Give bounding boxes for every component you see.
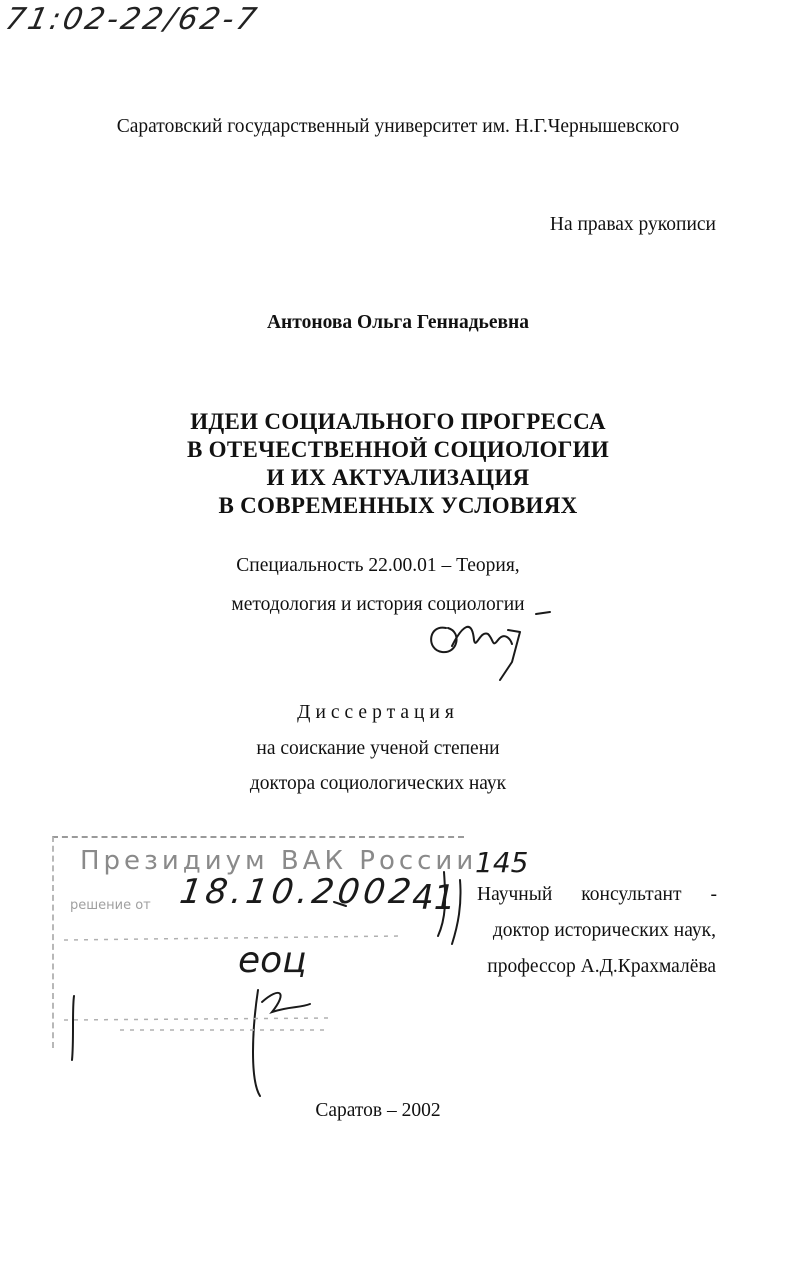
author-name: Антонова Ольга Геннадьевна bbox=[266, 312, 530, 333]
consultant-dash: - bbox=[710, 884, 717, 905]
degree-line-1: на соискание ученой степени bbox=[256, 738, 500, 759]
consultant-line-3: профессор А.Д.Крахмалёва bbox=[487, 956, 716, 977]
title-line: ИДЕИ СОЦИАЛЬНОГО ПРОГРЕССА bbox=[190, 409, 606, 434]
stamp-organization: Президиум ВАК России bbox=[80, 846, 478, 876]
degree-line-2: доктора социологических наук bbox=[249, 773, 507, 794]
consultant-word-2: консультант bbox=[581, 884, 682, 905]
handwritten-stamp-number-side: 41 bbox=[412, 878, 456, 918]
consultant-word-1: Научный bbox=[477, 884, 553, 905]
consultant-line-1 bbox=[477, 884, 717, 906]
dissertation-title bbox=[0, 408, 796, 520]
handwritten-archive-code: 71:02-22/62-7 bbox=[2, 2, 263, 37]
author-signature bbox=[431, 612, 550, 680]
handwritten-initials: еоц bbox=[238, 940, 307, 981]
city-year: Саратов – 2002 bbox=[315, 1100, 441, 1121]
consultant-line-2: доктор исторических наук, bbox=[492, 920, 716, 941]
manuscript-rights-note: На правах рукописи bbox=[549, 214, 716, 235]
title-line: И ИХ АКТУАЛИЗАЦИЯ bbox=[266, 465, 530, 490]
specialty-line-2: методология и история социологии bbox=[231, 594, 525, 615]
title-line: В ОТЕЧЕСТВЕННОЙ СОЦИОЛОГИИ bbox=[186, 437, 610, 462]
title-line: В СОВРЕМЕННЫХ УСЛОВИЯХ bbox=[218, 493, 578, 518]
handwritten-stamp-date: 18.10.2002 bbox=[177, 872, 418, 912]
specialty-line-1: Специальность 22.00.01 – Теория, bbox=[236, 555, 520, 576]
stamp-decision-label: решение от bbox=[70, 898, 151, 913]
dissertation-label: Диссертация bbox=[297, 702, 459, 723]
handwritten-stamp-number-top: 145 bbox=[475, 846, 529, 879]
university-name: Саратовский государственный университет им. Н.Г.Чернышевского bbox=[116, 116, 680, 137]
